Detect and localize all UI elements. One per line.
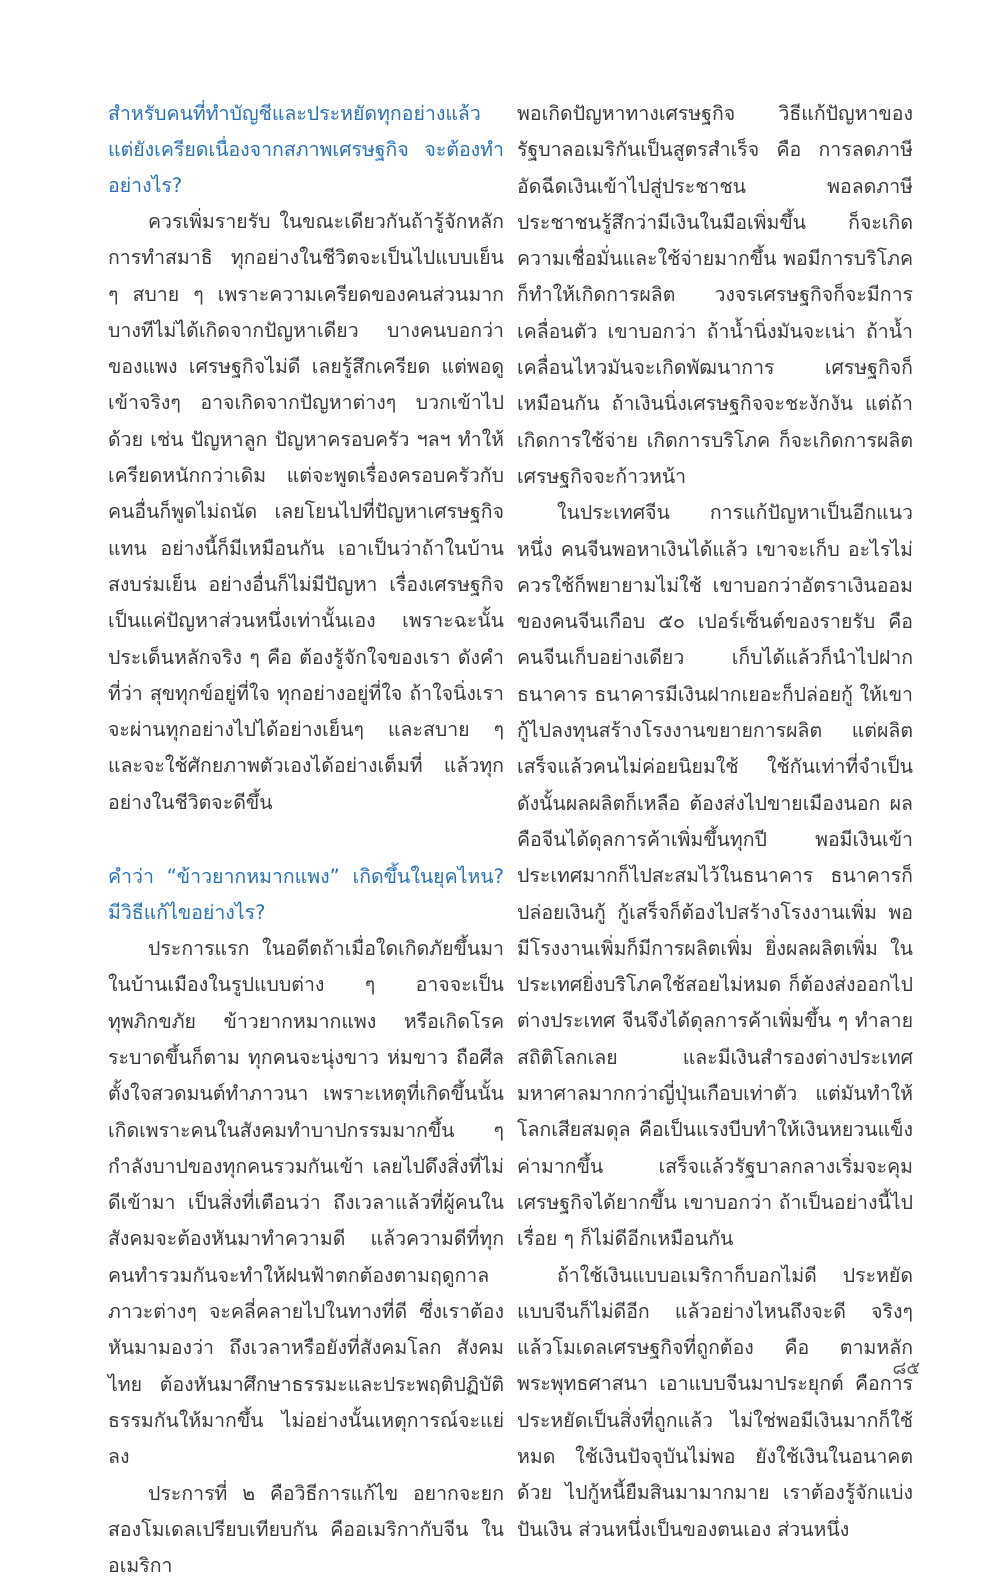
paragraph: พอเกิดปัญหาทางเศรษฐกิจ วิธีแก้ปัญหาของรัฐบาลอเมริกันเป็นสูตรสำเร็จ คือ การลดภาษีอัดฉีดเงินเข้าไปสู่ประชาชน พอลดภาษี ประชาชนรู้สึกว่ามีเงินในมือเพิ่มขึ้น ก็จะเกิดความเชื่อมั่นและใช้จ่ายมากขึ้น พอมีการบริโภคก็ทำให้เกิดการผลิต วงจรเศรษฐกิจก็จะมีการเคลื่อนตัว เขาบอกว่า ถ้าน้ำนิ่งมันจะเน่า ถ้าน้ำเคลื่อนไหวมันจะเกิดพัฒนาการ เศรษฐกิจก็เหมือนกัน ถ้าเงินนิ่งเศรษฐกิจจะชะงักงัน แต่ถ้าเกิดการใช้จ่าย เกิดการบริโภค ก็จะเกิดการผลิต เศรษฐกิจจะก้าวหน้า <box>517 96 913 495</box>
paragraph: ในประเทศจีน การแก้ปัญหาเป็นอีกแนวหนึ่ง คนจีนพอหาเงินได้แล้ว เขาจะเก็บ อะไรไม่ควรใช้ก็พยายามไม่ใช้ เขาบอกว่าอัตราเงินออมของคนจีนเกือบ ๕๐ เปอร์เซ็นต์ของรายรับ คือ คนจีนเก็บอย่างเดียว เก็บได้แล้วก็นำไปฝากธนาคาร ธนาคารมีเงินฝากเยอะก็ปล่อยกู้ ให้เขากู้ไปลงทุนสร้างโรงงานขยายการผลิต แต่ผลิตเสร็จแล้วคนไม่ค่อยนิยมใช้ ใช้กันเท่าที่จำเป็น ดังนั้นผลผลิตก็เหลือ ต้องส่งไปขายเมืองนอก ผลคือจีนได้ดุลการค้าเพิ่มขึ้นทุกปี พอมีเงินเข้าประเทศมากก็ไปสะสมไว้ในธนาคาร ธนาคารก็ปล่อยเงินกู้ กู้เสร็จก็ต้องไปสร้างโรงงานเพิ่ม พอมีโรงงานเพิ่มก็มีการผลิตเพิ่ม ยิ่งผลผลิตเพิ่ม ในประเทศยิ่งบริโภคใช้สอยไม่หมด ก็ต้องส่งออกไปต่างประเทศ จีนจึงได้ดุลการค้าเพิ่มขึ้น ๆ ทำลายสถิติโลกเลย และมีเงินสำรองต่างประเทศมหาศาลมากกว่าญี่ปุ่นเกือบเท่าตัว แต่มันทำให้โลกเสียสมดุล คือเป็นแรงบีบทำให้เงินหยวนแข็งค่ามากขึ้น เสร็จแล้วรัฐบาลกลางเริ่มจะคุมเศรษฐกิจได้ยากขึ้น เขาบอกว่า ถ้าเป็นอย่างนี้ไปเรื่อย ๆ ก็ไม่ดีอีกเหมือนกัน <box>517 495 913 1257</box>
right-column <box>517 96 913 1548</box>
paragraph: ประการแรก ในอดีตถ้าเมื่อใดเกิดภัยขึ้นมาในบ้านเมืองในรูปแบบต่าง ๆ อาจจะเป็นทุพภิกขภัย ข้าวยากหมากแพง หรือเกิดโรคระบาดขึ้นก็ตาม ทุกคนจะนุ่งขาว ห่มขาว ถือศีล ตั้งใจสวดมนต์ทำภาวนา เพราะเหตุที่เกิดขึ้นนั้น เกิดเพราะคนในสังคมทำบาปกรรมมากขึ้น ๆ กำลังบาปของทุกคนรวมกันเข้า เลยไปดึงสิ่งที่ไม่ดีเข้ามา เป็นสิ่งที่เตือนว่า ถึงเวลาแล้วที่ผู้คนในสังคมจะต้องหันมาทำความดี แล้วความดีที่ทุกคนทำรวมกันจะทำให้ฝนฟ้าตกต้องตามฤดูกาล ภาวะต่างๆ จะคลี่คลายไปในทางที่ดี ซึ่งเราต้องหันมามองว่า ถึงเวลาหรือยังที่สังคมโลก สังคมไทย ต้องหันมาศึกษาธรรมะและประพฤติปฏิบัติธรรมกันให้มากขึ้น ไม่อย่างนั้นเหตุการณ์จะแย่ลง <box>108 931 504 1475</box>
paragraph: ถ้าใช้เงินแบบอเมริกาก็บอกไม่ดี ประหยัดแบบจีนก็ไม่ดีอีก แล้วอย่างไหนถึงจะดี จริงๆ แล้วโมเดลเศรษฐกิจที่ถูกต้อง คือ ตามหลักพระพุทธศาสนา เอาแบบจีนมาประยุกต์ คือการประหยัดเป็นสิ่งที่ถูกแล้ว ไม่ใช่พอมีเงินมากก็ใช้หมด ใช้เงินปัจจุบันไม่พอ ยังใช้เงินในอนาคตด้วย ไปกู้หนี้ยืมสินมามากมาย เราต้องรู้จักแบ่งปันเงิน ส่วนหนึ่งเป็นของตนเอง ส่วนหนึ่ง <box>517 1258 913 1548</box>
section-heading-stress: สำหรับคนที่ทำบัญชีและประหยัดทุกอย่างแล้วแต่ยังเครียดเนื่องจากสภาพเศรษฐกิจ จะต้องทำอย่างไร? <box>108 96 504 204</box>
page-number: ๘๕ <box>892 1353 920 1382</box>
paragraph: ควรเพิ่มรายรับ ในขณะเดียวกันถ้ารู้จักหลักการทำสมาธิ ทุกอย่างในชีวิตจะเป็นไปแบบเย็น ๆ สบาย ๆ เพราะความเครียดของคนส่วนมาก บางทีไม่ได้เกิดจากปัญหาเดียว บางคนบอกว่าของแพง เศรษฐกิจไม่ดี เลยรู้สึกเครียด แต่พอดูเข้าจริงๆ อาจเกิดจากปัญหาต่างๆ บวกเข้าไปด้วย เช่น ปัญหาลูก ปัญหาครอบครัว ฯลฯ ทำให้เครียดหนักกว่าเดิม แต่จะพูดเรื่องครอบครัวกับคนอื่นก็พูดไม่ถนัด เลยโยนไปที่ปัญหาเศรษฐกิจแทน อย่างนี้ก็มีเหมือนกัน เอาเป็นว่าถ้าในบ้านสงบร่มเย็น อย่างอื่นก็ไม่มีปัญหา เรื่องเศรษฐกิจเป็นแค่ปัญหาส่วนหนึ่งเท่านั้นเอง เพราะฉะนั้นประเด็นหลักจริง ๆ คือ ต้องรู้จักใจของเรา ดังคำที่ว่า สุขทุกข์อยู่ที่ใจ ทุกอย่างอยู่ที่ใจ ถ้าใจนิ่งเราจะผ่านทุกอย่างไปได้อย่างเย็นๆ และสบาย ๆ และจะใช้ศักยภาพตัวเองได้อย่างเต็มที่ แล้วทุกอย่างในชีวิตจะดีขึ้น <box>108 204 504 821</box>
paragraph: ประการที่ ๒ คือวิธีการแก้ไข อยากจะยกสองโมเดลเปรียบเทียบกัน คืออเมริกากับจีน ในอเมริกา <box>108 1476 504 1584</box>
left-column <box>108 96 504 1584</box>
section-heading-rice: คำว่า “ข้าวยากหมากแพง” เกิดขึ้นในยุคไหน? มีวิธีแก้ไขอย่างไร? <box>108 859 504 931</box>
section-spacer <box>108 821 504 859</box>
